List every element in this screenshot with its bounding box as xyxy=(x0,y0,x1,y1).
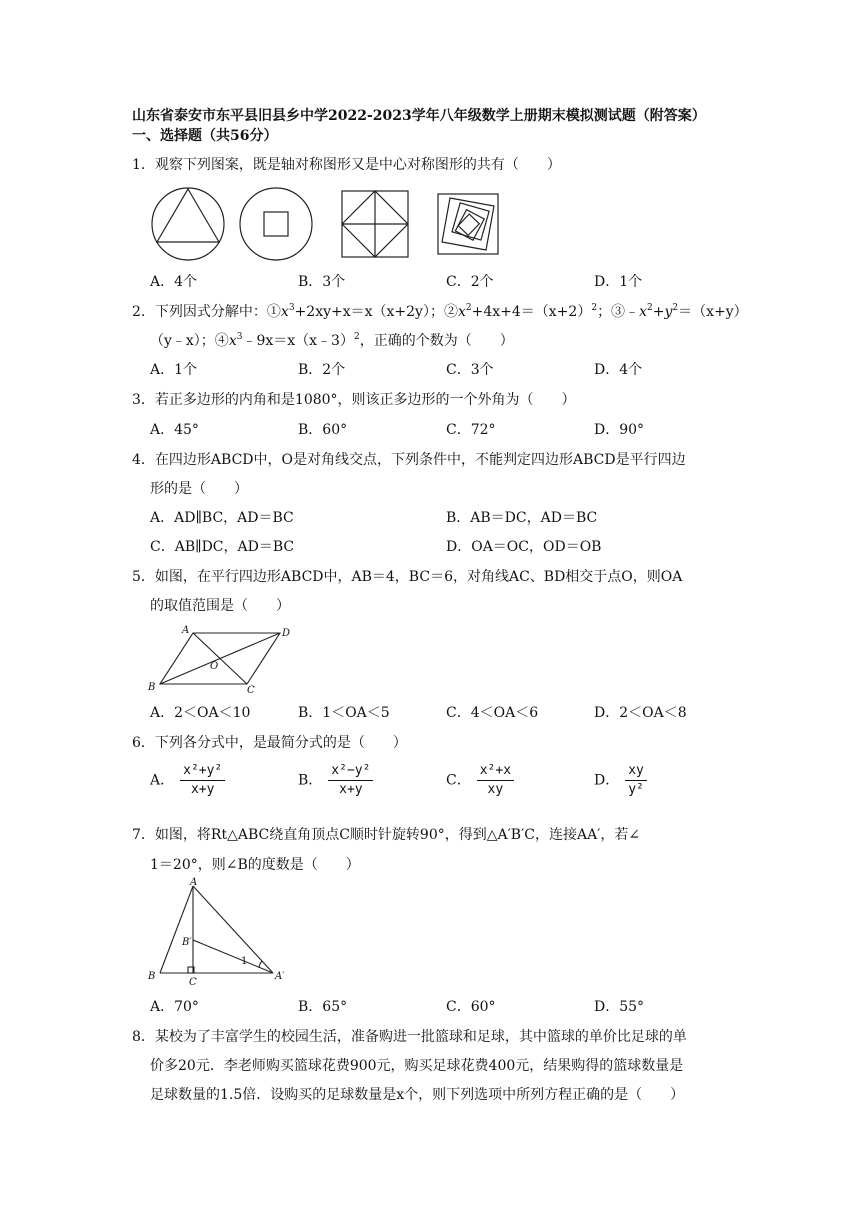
q7-label-a: A xyxy=(190,877,198,888)
q5-parallelogram-figure xyxy=(145,622,295,697)
q4-option-a: A．AD∥BC，AD＝BC xyxy=(150,510,294,526)
q4-stem-line1: 4．在四边形ABCD中，O是对角线交点，下列条件中，不能判定四边形ABCD是平行四边 xyxy=(132,452,686,468)
q3-stem: 3．若正多边形的内角和是1080°，则该正多边形的一个外角为（ ） xyxy=(132,392,576,408)
fraction: $\frac{\text{x²+x}}{xy}$ xyxy=(477,763,514,798)
q7-rotation-figure xyxy=(145,876,295,991)
q5-label-o: O xyxy=(210,661,219,672)
square-diamond-pattern xyxy=(342,191,408,257)
q7-option-a: A．70° xyxy=(150,999,199,1015)
exam-title: 山东省泰安市东平县旧县乡中学2022-2023学年八年级数学上册期末模拟测试题（附答案） xyxy=(132,108,706,124)
q5-label-d: D xyxy=(282,628,291,639)
q7-option-c: C．60° xyxy=(446,999,496,1015)
q3-option-a: A．45° xyxy=(150,422,199,438)
q7-label-angle-1: 1 xyxy=(241,956,248,967)
q2-option-c: C．3个 xyxy=(446,362,494,378)
q8-stem-line2: 价多20元．李老师购买篮球花费900元，购买足球花费400元，结果购得的篮球数量是 xyxy=(150,1058,684,1074)
q7-label-a-prime: A′ xyxy=(275,971,285,982)
q6-stem: 6．下列各分式中，是最简分式的是（ ） xyxy=(132,735,407,751)
q5-option-d: D．2＜OA＜8 xyxy=(594,705,687,721)
nested-squares-pattern xyxy=(438,194,498,254)
q5-stem-line1: 5．如图，在平行四边形ABCD中，AB＝4，BC＝6，对角线AC、BD相交于点O，则OA xyxy=(132,569,683,585)
q5-label-b: B xyxy=(148,682,156,693)
section-heading: 一、选择题（共56分） xyxy=(132,128,278,144)
q8-stem-line3: 足球数量的1.5倍．设购买的足球数量是x个，则下列选项中所列方程正确的是（ ） xyxy=(150,1087,685,1103)
q6-option-d: D． $\frac{xy}{\text{y²}}$ xyxy=(594,763,647,798)
q1-option-a: A．4个 xyxy=(150,274,198,290)
q1-option-b: B．3个 xyxy=(298,274,346,290)
q5-option-a: A．2＜OA＜10 xyxy=(150,705,251,721)
q6-option-c: C． $\frac{\text{x²+x}}{xy}$ xyxy=(446,763,514,798)
q3-option-c: C．72° xyxy=(446,422,496,438)
q1-option-c: C．2个 xyxy=(446,274,494,290)
q5-stem-line2: 的取值范围是（ ） xyxy=(150,598,290,614)
q5-label-c: C xyxy=(247,685,255,696)
q1-stem: 1．观察下列图案，既是轴对称图形又是中心对称图形的共有（ ） xyxy=(132,157,561,173)
q8-stem-line1: 8．某校为了丰富学生的校园生活，准备购进一批篮球和足球，其中篮球的单价比足球的单 xyxy=(132,1029,687,1045)
q5-option-c: C．4＜OA＜6 xyxy=(446,705,539,721)
fraction: $\frac{xy}{\text{y²}}$ xyxy=(625,763,647,798)
q7-label-b: B xyxy=(148,971,156,982)
q4-option-b: B．AB＝DC，AD＝BC xyxy=(446,510,598,526)
q2-option-d: D．4个 xyxy=(594,362,643,378)
q2-option-a: A．1个 xyxy=(150,362,198,378)
q4-option-c: C．AB∥DC，AD＝BC xyxy=(150,539,295,555)
q7-stem-line2: 1＝20°，则∠B的度数是（ ） xyxy=(150,857,360,873)
q1-option-d: D．1个 xyxy=(594,274,643,290)
q6-option-b: B． $\frac{\text{x²−y²}}{x+y}$ xyxy=(298,763,373,798)
q7-stem-line1: 7．如图，将Rt△ABC绕直角顶点C顺时针旋转90°，得到△A′B′C，连接AA′，若∠ xyxy=(132,827,641,843)
fraction: $\frac{\text{x²+y²}}{x+y}$ xyxy=(180,763,225,798)
q6-option-a: A． $\frac{\text{x²+y²}}{x+y}$ xyxy=(150,763,225,798)
q2-stem-line2: （y﹣x）；$④x^3﹣9x=x(x﹣3)^2$，正确的个数为（ ） xyxy=(150,332,514,349)
q4-option-d: D．OA＝OC，OD＝OB xyxy=(446,539,602,555)
q3-option-b: B．60° xyxy=(298,422,348,438)
q7-option-b: B．65° xyxy=(298,999,348,1015)
q4-stem-line2: 形的是（ ） xyxy=(150,481,248,497)
circle-square-pattern xyxy=(240,188,312,260)
q7-label-c: C xyxy=(189,977,197,988)
q7-label-b-prime: B′ xyxy=(182,937,192,948)
q3-option-d: D．90° xyxy=(594,422,645,438)
q5-label-a: A xyxy=(182,625,190,636)
q5-option-b: B．1＜OA＜5 xyxy=(298,705,390,721)
q2-stem-line1: 2．下列因式分解中：$①x^3+2xy+x=x(x+2y)$；$②x^2+4x+4=(x+2)^2$；$③﹣x^2+y^2=(x+y)$ xyxy=(132,303,748,320)
q2-option-b: B．2个 xyxy=(298,362,346,378)
q1-figures xyxy=(150,185,510,265)
fraction: $\frac{\text{x²−y²}}{x+y}$ xyxy=(328,763,373,798)
q7-option-d: D．55° xyxy=(594,999,645,1015)
circle-triangle-pattern xyxy=(152,188,224,260)
